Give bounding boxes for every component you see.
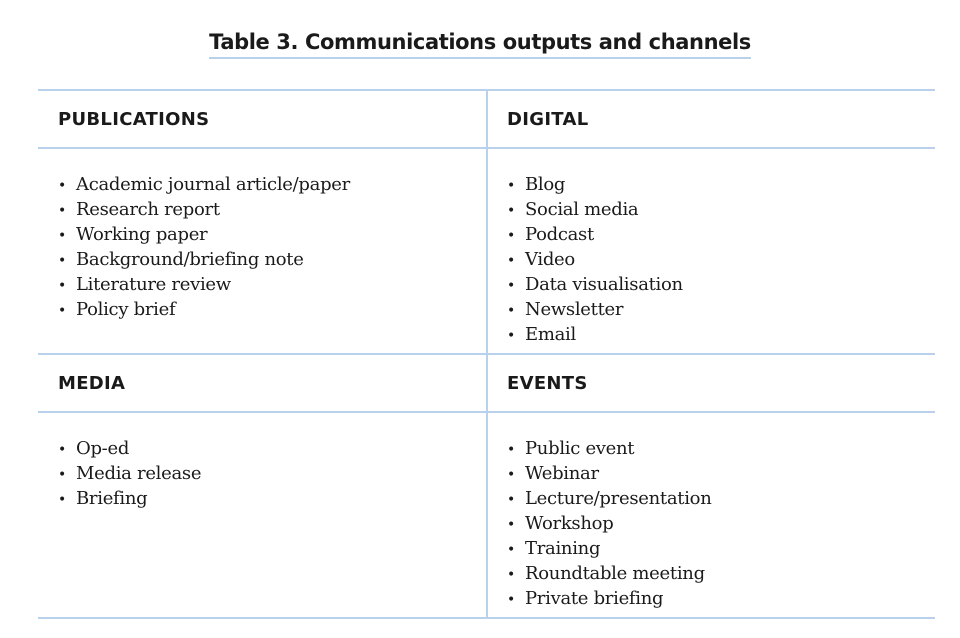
list-item (58, 198, 486, 223)
bullet-icon: • (507, 467, 515, 483)
bullet-icon: • (507, 278, 515, 294)
bullet-icon: • (507, 178, 515, 194)
digital-heading: DIGITAL (507, 108, 589, 130)
media-cell (38, 413, 486, 617)
list-item-label: Podcast (525, 224, 594, 245)
publications-cell (38, 149, 486, 353)
bullet-icon: • (507, 328, 515, 344)
media-heading: MEDIA (58, 372, 126, 394)
list-item (58, 487, 486, 512)
title-container (0, 30, 960, 59)
list-item-label: Working paper (76, 224, 208, 245)
bullet-icon: • (58, 303, 66, 319)
list-item (58, 273, 486, 298)
list-item (507, 562, 935, 587)
list-item-label: Data visualisation (525, 274, 683, 295)
publications-heading: PUBLICATIONS (58, 108, 210, 130)
list-item-label: Academic journal article/paper (76, 174, 350, 195)
bullet-icon: • (58, 228, 66, 244)
list-item-label: Training (525, 538, 601, 559)
list-item-label: Newsletter (525, 299, 624, 320)
bullet-icon: • (58, 278, 66, 294)
list-item (507, 437, 935, 462)
table-body-row (38, 413, 935, 619)
list-item (507, 462, 935, 487)
events-heading: EVENTS (507, 372, 588, 394)
list-item (507, 173, 935, 198)
table-body-row (38, 149, 935, 353)
list-item-label: Roundtable meeting (525, 563, 705, 584)
list-item-label: Literature review (76, 274, 231, 295)
media-list (58, 437, 486, 512)
publications-header-cell (38, 91, 486, 147)
bullet-icon: • (58, 253, 66, 269)
bullet-icon: • (507, 517, 515, 533)
bullet-icon: • (507, 203, 515, 219)
list-item (507, 273, 935, 298)
digital-header-cell (486, 91, 935, 147)
events-header-cell (486, 355, 935, 411)
list-item (507, 198, 935, 223)
list-item-label: Social media (525, 199, 639, 220)
list-item (507, 223, 935, 248)
list-item (507, 298, 935, 323)
list-item-label: Webinar (525, 463, 599, 484)
bullet-icon: • (507, 567, 515, 583)
list-item-label: Policy brief (76, 299, 176, 320)
events-cell (486, 413, 935, 617)
list-item-label: Workshop (525, 513, 614, 534)
bullet-icon: • (58, 442, 66, 458)
publications-list (58, 173, 486, 323)
list-item (58, 437, 486, 462)
list-item (58, 248, 486, 273)
outputs-table (38, 89, 935, 619)
table-title: Table 3. Communications outputs and channels (209, 30, 751, 59)
events-list (507, 437, 935, 612)
bullet-icon: • (507, 542, 515, 558)
digital-list (507, 173, 935, 348)
bullet-icon: • (507, 228, 515, 244)
bullet-icon: • (507, 492, 515, 508)
list-item-label: Background/briefing note (76, 249, 304, 270)
bullet-icon: • (58, 178, 66, 194)
table-header-row (38, 89, 935, 149)
list-item-label: Video (525, 249, 575, 270)
list-item (58, 173, 486, 198)
table-header-row (38, 353, 935, 413)
list-item-label: Private briefing (525, 588, 664, 609)
bullet-icon: • (58, 492, 66, 508)
media-header-cell (38, 355, 486, 411)
bullet-icon: • (58, 467, 66, 483)
bullet-icon: • (507, 303, 515, 319)
list-item-label: Lecture/presentation (525, 488, 712, 509)
list-item-label: Research report (76, 199, 220, 220)
bullet-icon: • (507, 253, 515, 269)
digital-cell (486, 149, 935, 353)
bullet-icon: • (58, 203, 66, 219)
list-item-label: Blog (525, 174, 566, 195)
list-item (507, 587, 935, 612)
list-item-label: Briefing (76, 488, 148, 509)
list-item (58, 223, 486, 248)
list-item-label: Media release (76, 463, 202, 484)
list-item-label: Email (525, 324, 576, 345)
bullet-icon: • (507, 442, 515, 458)
list-item (507, 512, 935, 537)
list-item (507, 323, 935, 348)
list-item-label: Op-ed (76, 438, 130, 459)
list-item (507, 248, 935, 273)
list-item (507, 487, 935, 512)
bullet-icon: • (507, 592, 515, 608)
list-item-label: Public event (525, 438, 635, 459)
list-item (507, 537, 935, 562)
list-item (58, 298, 486, 323)
list-item (58, 462, 486, 487)
